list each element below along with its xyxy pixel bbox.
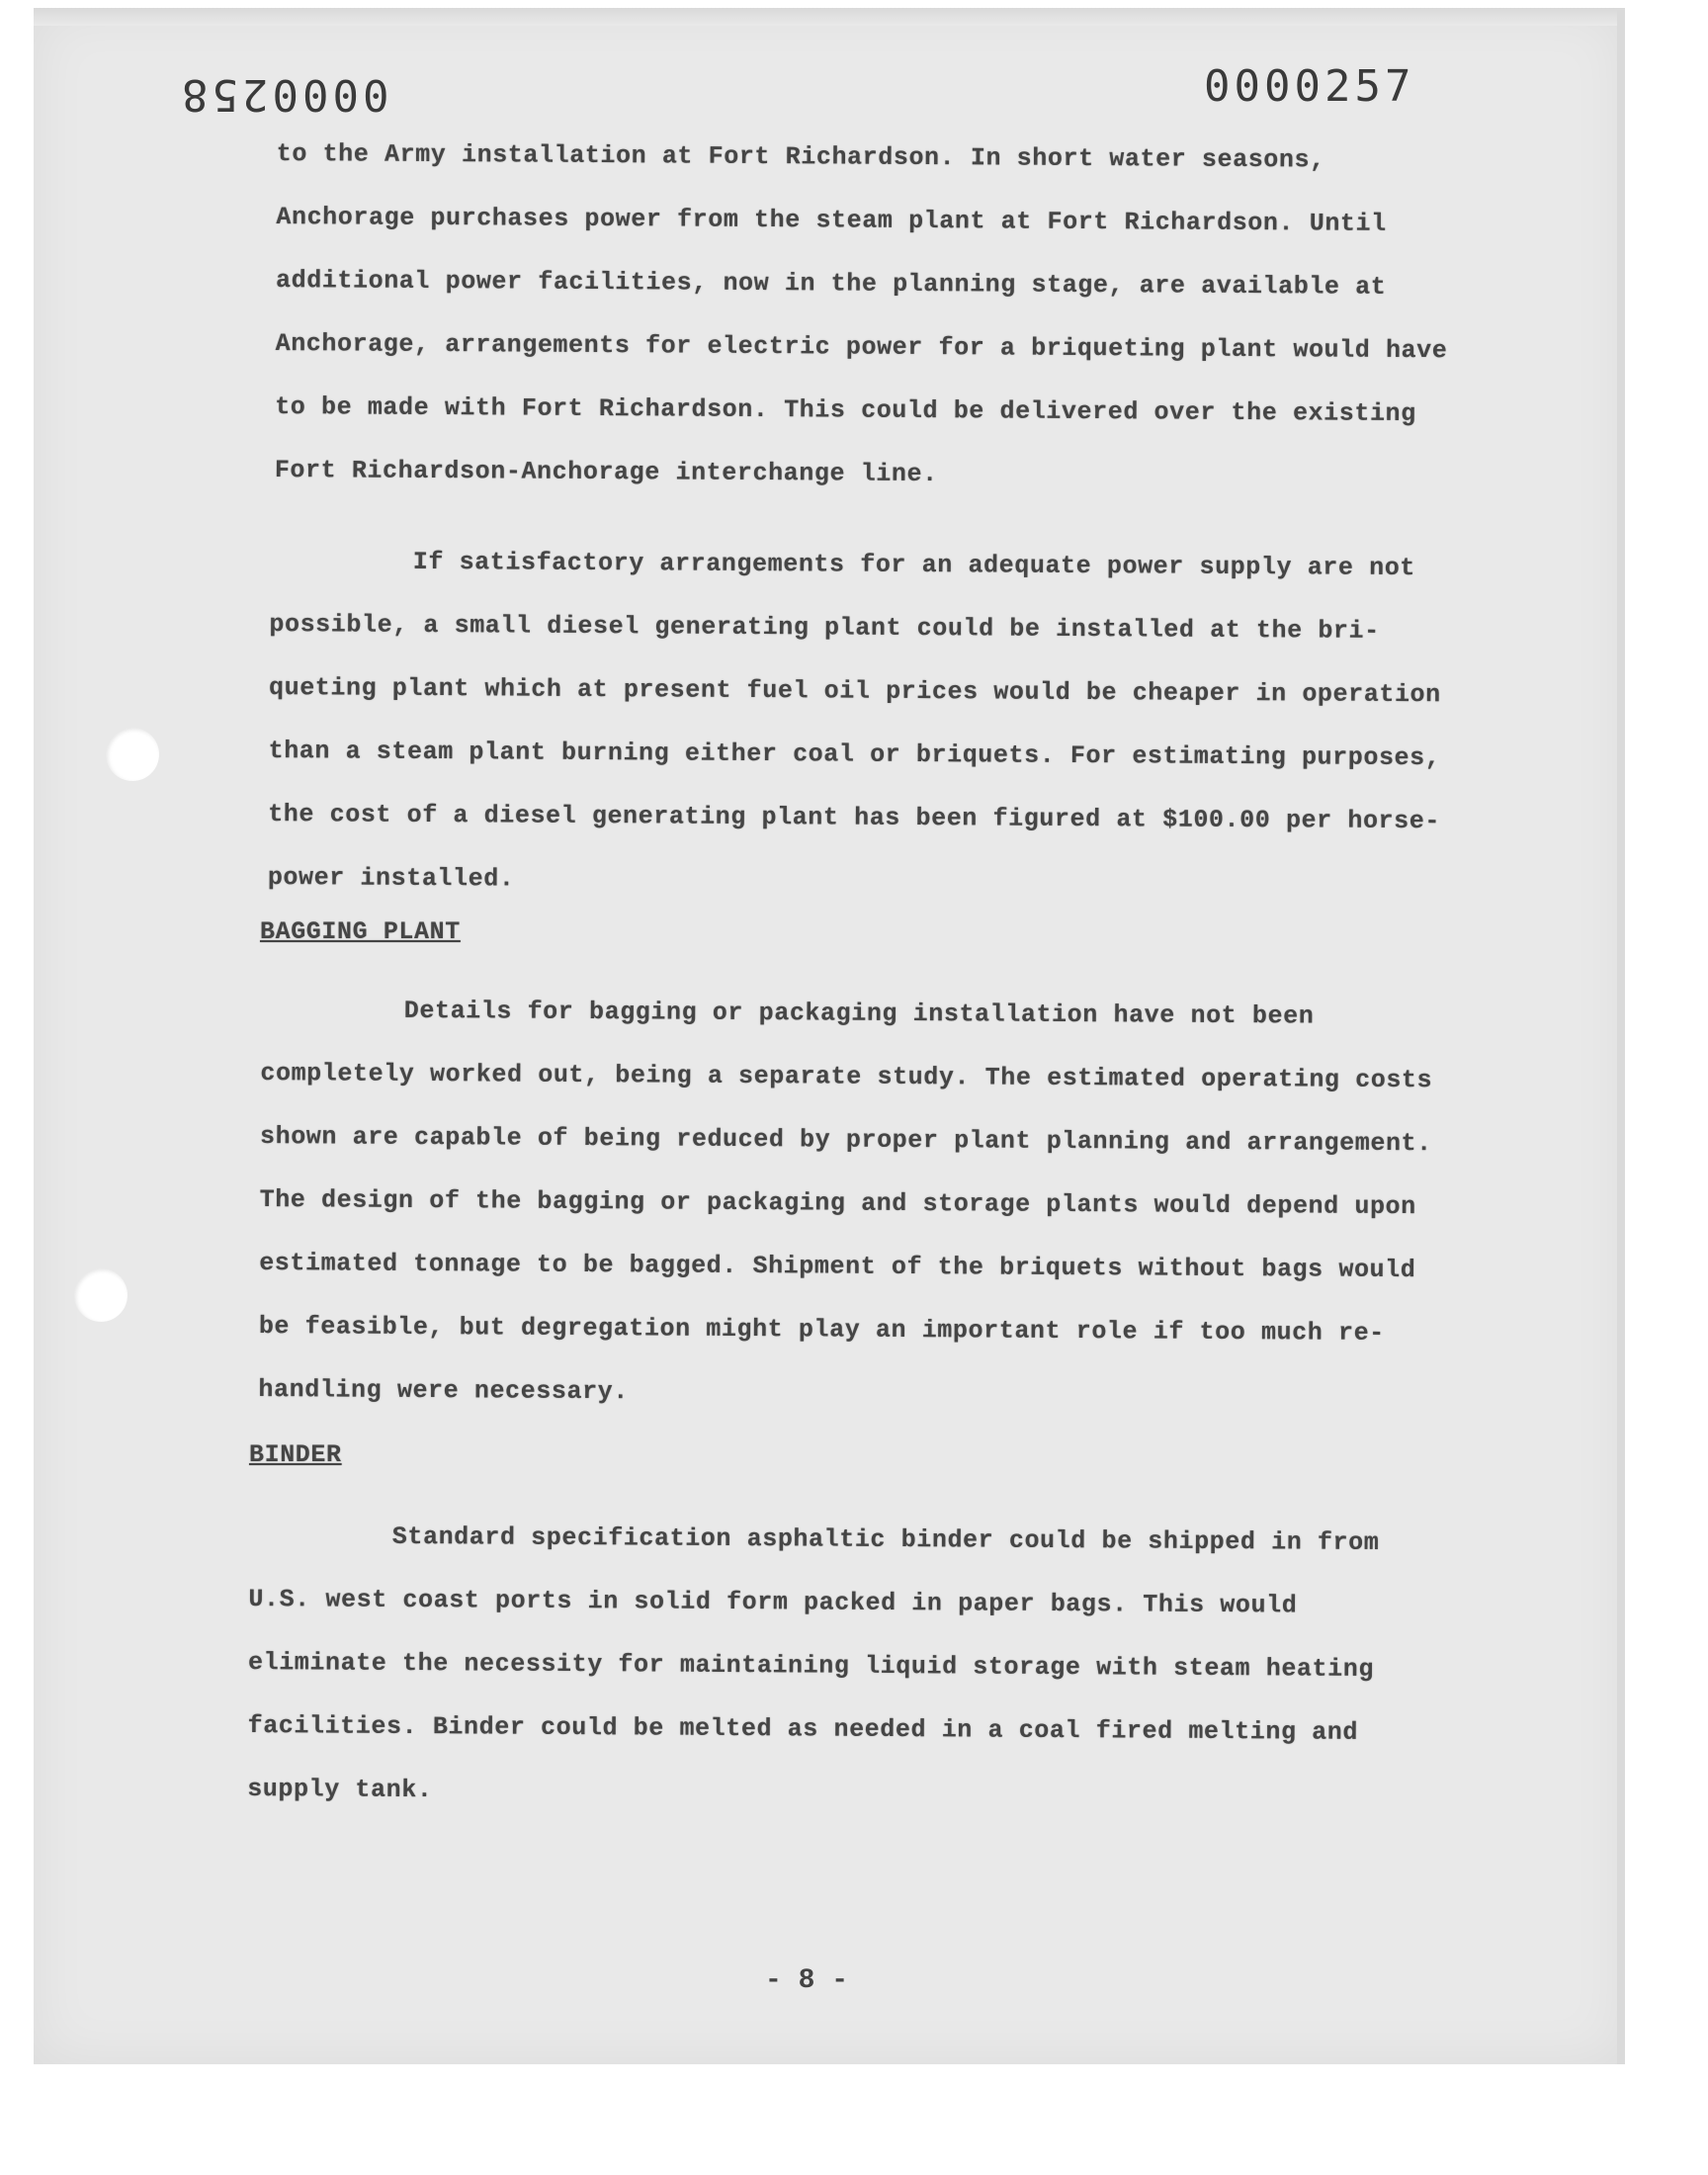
text-line: Anchorage, arrangements for electric power for a briqueting plant would have: [275, 328, 1448, 366]
page-code-right: 0000257: [1204, 61, 1415, 112]
text-line: Standard specification asphaltic binder could be shipped in from: [391, 1522, 1380, 1557]
text-line: be feasible, but degregation might play an important role if too much re-: [258, 1311, 1385, 1348]
text-line: queting plant which at present fuel oil prices would be cheaper in operation: [268, 672, 1441, 710]
text-line: additional power facilities, now in the planning stage, are available at: [275, 265, 1387, 302]
text-line: possible, a small diesel generating plant could be installed at the bri-: [269, 609, 1380, 646]
text-line: If satisfactory arrangements for an adequate power supply are not: [412, 547, 1416, 583]
heading-bagging-plant: BAGGING PLANT: [260, 917, 461, 946]
punch-hole-upper: [106, 728, 159, 781]
text-line: than a steam plant burning either coal or briquets. For estimating purposes,: [268, 736, 1441, 773]
paragraph-diesel-plant: [268, 530, 1442, 916]
punch-hole-lower: [74, 1268, 128, 1322]
text-line: Details for bagging or packaging installation have not been: [403, 996, 1315, 1031]
paragraph-power-supply: [275, 123, 1449, 509]
text-line: to the Army installation at Fort Richardson. In short water seasons,: [276, 138, 1325, 175]
paragraph-binder: [247, 1505, 1379, 1828]
text-line: Fort Richardson-Anchorage interchange line.: [274, 455, 938, 489]
text-line: Anchorage purchases power from the steam plant at Fort Richardson. Until: [276, 202, 1387, 238]
text-line: The design of the bagging or packaging and storage plants would depend upon: [259, 1184, 1416, 1222]
paragraph-bagging-plant: [258, 979, 1433, 1429]
text-line: eliminate the necessity for maintaining liquid storage with steam heating: [247, 1647, 1375, 1684]
page-code-left: 0000258: [178, 69, 389, 120]
text-line: facilities. Binder could be melted as needed in a coal fired melting and: [247, 1710, 1359, 1747]
text-line: completely worked out, being a separate study. The estimated operating costs: [260, 1058, 1433, 1095]
scan-top-edge: [34, 8, 1625, 26]
text-line: U.S. west coast ports in solid form packed in paper bags. This would: [248, 1584, 1298, 1620]
page-number: - 8 -: [765, 1965, 849, 1996]
scan-right-edge: [1617, 8, 1625, 2064]
heading-binder: BINDER: [249, 1440, 342, 1469]
text-line: to be made with Fort Richardson. This could be delivered over the existing: [275, 392, 1416, 429]
text-line: handling were necessary.: [258, 1374, 630, 1407]
text-line: shown are capable of being reduced by proper plant planning and arrangement.: [259, 1121, 1432, 1159]
text-line: estimated tonnage to be bagged. Shipment of the briquets without bags would: [259, 1248, 1416, 1285]
text-line: power installed.: [267, 862, 515, 894]
text-line: the cost of a diesel generating plant has been figured at $100.00 per horse-: [268, 799, 1441, 836]
text-line: supply tank.: [247, 1774, 433, 1805]
